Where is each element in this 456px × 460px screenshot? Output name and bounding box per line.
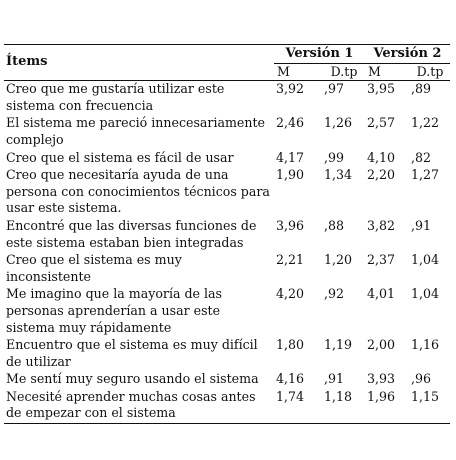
v2-sd-cell: ,91	[411, 217, 432, 233]
item-text: Creo que necesitaría ayuda de una persona con conocimientos técnicos para usar este sistema.	[6, 167, 270, 216]
v1-mean-cell: 3,96	[276, 217, 305, 233]
v2-mean-cell: 3,82	[367, 217, 396, 233]
table-row	[4, 167, 450, 218]
v2-mean-cell: 4,01	[367, 286, 396, 302]
v2-sd-cell: ,89	[411, 81, 432, 97]
v1-sd-cell: ,91	[324, 371, 345, 387]
table-row	[4, 81, 450, 116]
v1-sd-cell: ,88	[324, 217, 345, 233]
v2-mean-cell: 3,93	[367, 371, 396, 387]
v2-mean-header: M	[365, 63, 407, 81]
item-text: Encontré que las diversas funciones de este sistema estaban bien integradas	[6, 217, 257, 250]
item-text: Creo que el sistema es fácil de usar	[6, 149, 234, 165]
table-row	[4, 218, 450, 252]
v1-mean-cell: 1,80	[276, 337, 305, 353]
v2-mean-cell: 4,10	[367, 149, 396, 165]
v1-sd-cell: 1,34	[324, 167, 353, 183]
v1-sd-cell: ,97	[324, 81, 345, 97]
item-text: Encuentro que el sistema es muy difícil de utilizar	[6, 337, 258, 369]
table-row	[4, 252, 450, 286]
sus-results-table	[4, 44, 450, 424]
v2-sd-header: D.tp	[407, 63, 450, 81]
table-body	[4, 81, 450, 424]
items-column-header: Ítems	[4, 45, 274, 81]
v1-mean-cell: 4,17	[276, 149, 305, 165]
v1-sd-cell: 1,18	[320, 389, 365, 424]
v2-sd-cell: ,82	[411, 149, 432, 165]
v1-mean-cell: 4,20	[276, 286, 305, 302]
v2-sd-cell: 1,16	[411, 337, 440, 353]
version-2-header: Versión 2	[365, 45, 450, 64]
table-row	[4, 371, 450, 389]
v1-mean-cell: 2,21	[276, 252, 305, 268]
v1-sd-header: D.tp	[320, 63, 365, 81]
v2-mean-cell: 2,00	[367, 337, 396, 353]
v2-mean-cell: 3,95	[367, 81, 396, 97]
v2-sd-cell: ,96	[411, 371, 432, 387]
table-row	[4, 337, 450, 371]
table-row	[4, 150, 450, 168]
v1-mean-header: M	[274, 63, 320, 81]
v2-sd-cell: 1,04	[411, 286, 440, 302]
v2-sd-cell: 1,22	[411, 115, 440, 131]
header-row-versions	[4, 45, 450, 64]
v1-sd-cell: ,92	[324, 286, 345, 302]
item-text: Me sentí muy seguro usando el sistema	[6, 371, 259, 387]
item-text: Necesité aprender muchas cosas antes de empezar con el sistema	[4, 389, 274, 424]
table-row	[4, 115, 450, 149]
v1-mean-cell: 4,16	[276, 371, 305, 387]
v2-mean-cell: 1,96	[365, 389, 407, 424]
version-1-header: Versión 1	[274, 45, 365, 64]
v1-mean-cell: 3,92	[276, 81, 305, 97]
v2-sd-cell: 1,27	[411, 167, 440, 183]
item-text: Creo que me gustaría utilizar este sistema con frecuencia	[6, 81, 225, 113]
document-page	[4, 0, 450, 460]
item-text: Creo que el sistema es muy inconsistente	[6, 252, 182, 284]
table-row	[4, 286, 450, 337]
table-header	[4, 45, 450, 81]
v1-mean-cell: 1,74	[274, 389, 320, 424]
v2-sd-cell: 1,04	[411, 252, 440, 268]
v1-mean-cell: 1,90	[276, 167, 305, 183]
table-row	[4, 389, 450, 424]
v1-sd-cell: 1,20	[324, 252, 353, 268]
v2-mean-cell: 2,20	[367, 167, 396, 183]
v1-mean-cell: 2,46	[276, 115, 305, 131]
item-text: Me imagino que la mayoría de las personas aprenderían a usar este sistema muy rápidamente	[6, 286, 223, 335]
v2-mean-cell: 2,37	[367, 252, 396, 268]
v1-sd-cell: ,99	[324, 149, 345, 165]
v2-mean-cell: 2,57	[367, 115, 396, 131]
item-text: El sistema me pareció innecesariamente complejo	[6, 115, 266, 147]
v2-sd-cell: 1,15	[407, 389, 450, 424]
v1-sd-cell: 1,19	[324, 337, 353, 353]
v1-sd-cell: 1,26	[324, 115, 353, 131]
